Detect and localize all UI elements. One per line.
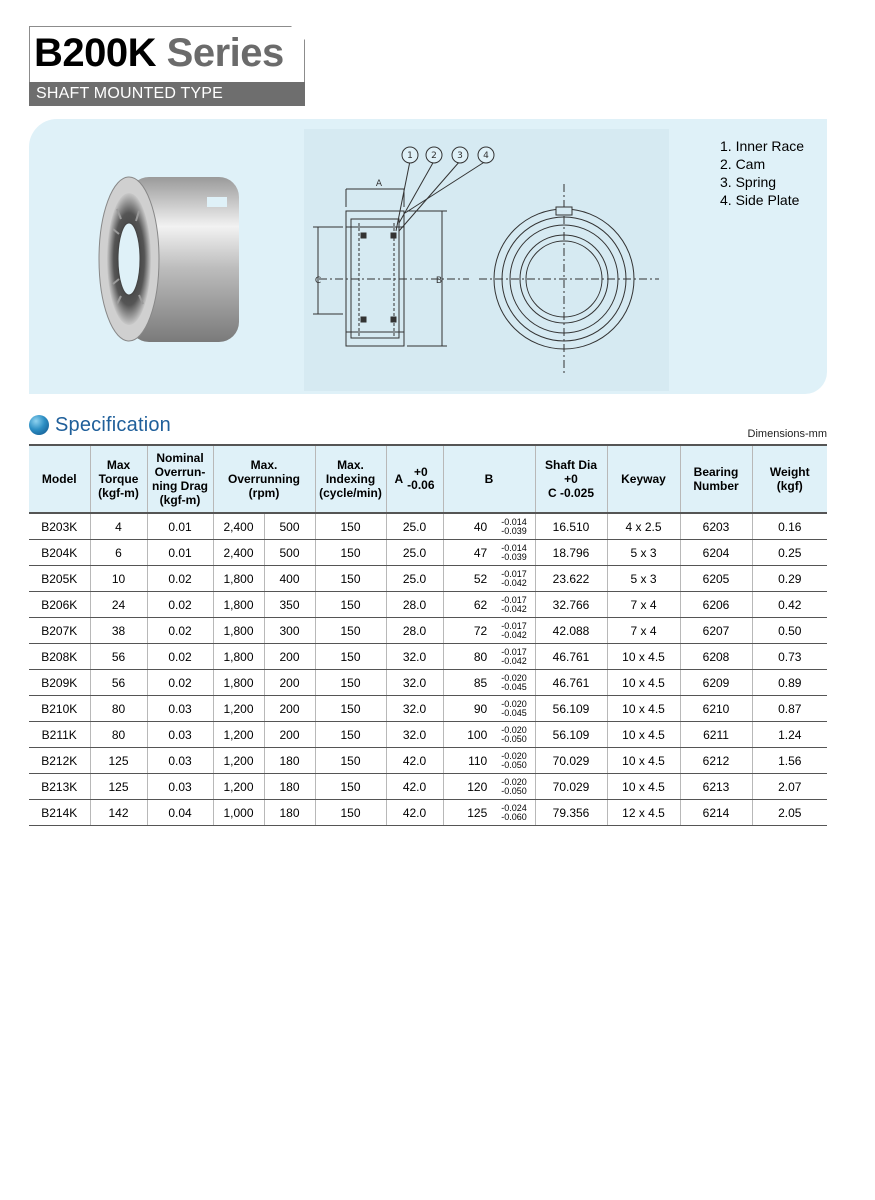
cell-dim-b [443,566,535,592]
cell-dim-a: 42.0 [386,800,443,826]
cell-max-indexing: 150 [315,540,386,566]
tolerance-lower: -0.042 [501,577,527,588]
cell-bearing-number: 6211 [680,722,752,748]
table-row [29,513,827,540]
cell-dim-b-value: 72 [473,623,488,638]
cell-dim-b-tolerance [501,726,527,744]
header-bearing-number: Bearing Number [680,445,752,513]
callout-4: 4 [483,151,489,161]
cell-bearing-number: 6210 [680,696,752,722]
tolerance-upper: -0.017 [501,568,527,579]
cell-keyway: 4 x 2.5 [607,513,680,540]
cell-keyway: 5 x 3 [607,540,680,566]
table-row [29,774,827,800]
cell-dim-a: 25.0 [386,540,443,566]
cell-dim-a: 25.0 [386,513,443,540]
cell-dim-b [443,696,535,722]
cell-weight: 2.05 [752,800,827,826]
cell-model: B214K [29,800,90,826]
cell-bearing-number: 6203 [680,513,752,540]
cell-shaft-dia: 56.109 [535,722,607,748]
cell-dim-b [443,540,535,566]
cell-dim-a: 42.0 [386,774,443,800]
cell-max-torque: 56 [90,644,147,670]
cell-dim-b-tolerance [501,778,527,796]
cell-nominal-drag: 0.01 [147,540,213,566]
cell-dim-b-value: 90 [473,701,488,716]
tolerance-lower: -0.039 [501,551,527,562]
cell-weight: 0.29 [752,566,827,592]
cell-weight: 0.16 [752,513,827,540]
cell-max-indexing: 150 [315,774,386,800]
callout-3: 3 [457,151,463,161]
cell-overrunning-rpm-1: 1,800 [213,618,264,644]
cell-nominal-drag: 0.02 [147,644,213,670]
cell-dim-b [443,513,535,540]
cell-weight: 1.56 [752,748,827,774]
cell-nominal-drag: 0.03 [147,748,213,774]
legend-item-side-plate: 4. Side Plate [720,192,800,208]
cell-shaft-dia: 42.088 [535,618,607,644]
tolerance-lower: -0.045 [501,707,527,718]
cell-keyway: 10 x 4.5 [607,644,680,670]
cell-shaft-dia: 32.766 [535,592,607,618]
cell-bearing-number: 6206 [680,592,752,618]
cell-dim-b-value: 40 [473,519,488,534]
header-weight: Weight (kgf) [752,445,827,513]
cell-shaft-dia: 79.356 [535,800,607,826]
legend-item-cam: 2. Cam [720,156,766,172]
cell-max-indexing: 150 [315,592,386,618]
header-max-indexing: Max. Indexing (cycle/min) [315,445,386,513]
cell-keyway: 10 x 4.5 [607,670,680,696]
cell-dim-b [443,800,535,826]
cell-overrunning-rpm-1: 1,200 [213,748,264,774]
cell-keyway: 10 x 4.5 [607,774,680,800]
cell-overrunning-rpm-1: 1,800 [213,566,264,592]
cell-shaft-dia: 70.029 [535,748,607,774]
cell-max-torque: 80 [90,722,147,748]
dimension-c-label: C [314,276,322,286]
cell-bearing-number: 6212 [680,748,752,774]
cell-dim-b-value: 85 [473,675,488,690]
cell-model: B213K [29,774,90,800]
cell-dim-b-tolerance [501,700,527,718]
cell-dim-b-value: 110 [468,753,488,768]
cell-weight: 0.87 [752,696,827,722]
tolerance-lower: -0.042 [501,655,527,666]
cell-dim-b-tolerance [501,804,527,822]
cell-dim-a: 32.0 [386,722,443,748]
table-row [29,644,827,670]
cell-shaft-dia: 56.109 [535,696,607,722]
cell-shaft-dia: 23.622 [535,566,607,592]
specification-table [29,444,827,826]
tolerance-upper: -0.020 [501,776,527,787]
cell-dim-a: 28.0 [386,592,443,618]
tolerance-upper: -0.024 [501,802,527,813]
series-word: Series [166,31,284,75]
cell-dim-b-tolerance [501,648,527,666]
cell-keyway: 10 x 4.5 [607,696,680,722]
cell-dim-a: 42.0 [386,748,443,774]
cell-dim-b-tolerance [501,674,527,692]
table-row [29,592,827,618]
cell-shaft-dia: 46.761 [535,644,607,670]
cell-max-indexing: 150 [315,513,386,540]
illustration-panel [29,119,827,394]
cell-dim-b-tolerance [501,622,527,640]
cell-weight: 0.50 [752,618,827,644]
cell-dim-b-tolerance [501,596,527,614]
header-keyway: Keyway [607,445,680,513]
cell-overrunning-rpm-2: 500 [264,540,315,566]
cell-overrunning-rpm-1: 1,800 [213,592,264,618]
table-body [29,513,827,826]
cell-weight: 0.73 [752,644,827,670]
cell-dim-b [443,618,535,644]
tolerance-lower: -0.050 [501,785,527,796]
cell-weight: 2.07 [752,774,827,800]
cell-dim-b-tolerance [501,544,527,562]
table-row [29,670,827,696]
tolerance-upper: -0.020 [501,750,527,761]
cell-overrunning-rpm-1: 1,000 [213,800,264,826]
cell-overrunning-rpm-2: 500 [264,513,315,540]
cell-overrunning-rpm-1: 2,400 [213,540,264,566]
cell-nominal-drag: 0.04 [147,800,213,826]
cell-nominal-drag: 0.01 [147,513,213,540]
cell-max-torque: 10 [90,566,147,592]
table-row [29,722,827,748]
legend-item-inner-race: 1. Inner Race [720,138,805,154]
tolerance-lower: -0.042 [501,629,527,640]
bearing-photo [99,177,239,342]
cell-nominal-drag: 0.03 [147,774,213,800]
cell-overrunning-rpm-1: 1,800 [213,644,264,670]
tolerance-upper: -0.020 [501,698,527,709]
cell-keyway: 12 x 4.5 [607,800,680,826]
parts-legend [720,137,804,209]
dimension-b-label: B [435,276,443,286]
cell-model: B207K [29,618,90,644]
cell-keyway: 10 x 4.5 [607,748,680,774]
cell-dim-b-value: 125 [467,805,488,820]
cell-overrunning-rpm-2: 180 [264,748,315,774]
cell-dim-b-value: 52 [473,571,488,586]
cell-max-torque: 56 [90,670,147,696]
tolerance-upper: -0.017 [501,594,527,605]
cell-model: B206K [29,592,90,618]
tolerance-upper: -0.014 [501,542,527,553]
cell-overrunning-rpm-1: 1,200 [213,722,264,748]
cell-dim-b [443,592,535,618]
bearing-illustration [29,119,827,394]
cell-overrunning-rpm-2: 180 [264,774,315,800]
tolerance-lower: -0.050 [501,733,527,744]
cell-dim-a: 32.0 [386,670,443,696]
spec-heading [29,413,171,437]
cell-shaft-dia: 18.796 [535,540,607,566]
cell-dim-b [443,722,535,748]
table-row [29,696,827,722]
cell-bearing-number: 6204 [680,540,752,566]
model-prefix: B200K [34,31,157,75]
cell-dim-a: 32.0 [386,696,443,722]
cell-bearing-number: 6209 [680,670,752,696]
cell-max-indexing: 150 [315,800,386,826]
dimensions-unit-note: Dimensions-mm [747,428,827,440]
cell-overrunning-rpm-1: 1,200 [213,696,264,722]
cell-bearing-number: 6205 [680,566,752,592]
header-shaft-dia: Shaft Dia +0 C -0.025 [535,445,607,513]
cell-max-torque: 4 [90,513,147,540]
cell-weight: 0.25 [752,540,827,566]
cell-dim-b [443,774,535,800]
cell-overrunning-rpm-2: 200 [264,670,315,696]
page-title [34,30,284,76]
cell-weight: 0.89 [752,670,827,696]
table-row [29,566,827,592]
cell-model: B211K [29,722,90,748]
cell-model: B209K [29,670,90,696]
tolerance-upper: -0.017 [501,620,527,631]
cell-nominal-drag: 0.02 [147,566,213,592]
cell-dim-b-tolerance [501,570,527,588]
header-model: Model [29,445,90,513]
tolerance-lower: -0.039 [501,525,527,536]
cell-max-torque: 80 [90,696,147,722]
header-max-torque: Max Torque (kgf-m) [90,445,147,513]
cell-max-indexing: 150 [315,696,386,722]
table-row [29,618,827,644]
cell-nominal-drag: 0.02 [147,618,213,644]
cell-keyway: 10 x 4.5 [607,722,680,748]
cell-keyway: 7 x 4 [607,592,680,618]
cell-overrunning-rpm-2: 350 [264,592,315,618]
callout-1: 1 [407,151,413,161]
cell-max-torque: 125 [90,774,147,800]
cell-overrunning-rpm-2: 180 [264,800,315,826]
header-a: A +0 -0.06 [386,445,443,513]
cell-overrunning-rpm-2: 200 [264,696,315,722]
tolerance-lower: -0.045 [501,681,527,692]
cell-nominal-drag: 0.02 [147,592,213,618]
cell-dim-a: 28.0 [386,618,443,644]
cell-bearing-number: 6214 [680,800,752,826]
cell-dim-b-value: 100 [467,727,488,742]
header-max-overrunning: Max. Overrunning (rpm) [213,445,315,513]
cell-model: B208K [29,644,90,670]
header-nominal-drag: Nominal Overrun- ning Drag (kgf-m) [147,445,213,513]
cell-model: B204K [29,540,90,566]
cell-overrunning-rpm-1: 1,200 [213,774,264,800]
tolerance-upper: -0.020 [501,672,527,683]
cell-bearing-number: 6208 [680,644,752,670]
cell-max-indexing: 150 [315,670,386,696]
cell-max-indexing: 150 [315,722,386,748]
cell-max-indexing: 150 [315,566,386,592]
cell-max-torque: 24 [90,592,147,618]
tolerance-lower: -0.060 [501,811,527,822]
cell-model: B212K [29,748,90,774]
tolerance-upper: -0.014 [501,516,527,527]
cell-dim-a: 25.0 [386,566,443,592]
cell-dim-b [443,644,535,670]
cell-max-torque: 38 [90,618,147,644]
legend-item-spring: 3. Spring [720,174,777,190]
callout-2: 2 [431,151,437,161]
cell-keyway: 5 x 3 [607,566,680,592]
cell-nominal-drag: 0.02 [147,670,213,696]
cell-overrunning-rpm-2: 300 [264,618,315,644]
tolerance-lower: -0.042 [501,603,527,614]
cell-dim-b [443,748,535,774]
cell-model: B205K [29,566,90,592]
cell-model: B203K [29,513,90,540]
cell-dim-b [443,670,535,696]
cell-dim-b-tolerance [501,518,527,536]
cell-dim-b-tolerance [501,752,527,770]
cell-keyway: 7 x 4 [607,618,680,644]
cell-max-indexing: 150 [315,644,386,670]
cell-nominal-drag: 0.03 [147,696,213,722]
table-header-row [29,445,827,513]
cell-max-indexing: 150 [315,618,386,644]
cell-dim-b-value: 120 [467,779,488,794]
header-b: B [443,445,535,513]
cell-max-torque: 125 [90,748,147,774]
cell-shaft-dia: 16.510 [535,513,607,540]
dimension-a-label: A [375,179,383,189]
bullet-sphere-icon [29,415,49,435]
cell-weight: 1.24 [752,722,827,748]
cell-overrunning-rpm-2: 200 [264,644,315,670]
table-row [29,748,827,774]
cell-overrunning-rpm-2: 400 [264,566,315,592]
cell-overrunning-rpm-2: 200 [264,722,315,748]
table-row [29,540,827,566]
cell-nominal-drag: 0.03 [147,722,213,748]
tolerance-upper: -0.020 [501,724,527,735]
cell-model: B210K [29,696,90,722]
cell-max-torque: 6 [90,540,147,566]
cell-weight: 0.42 [752,592,827,618]
cell-max-indexing: 150 [315,748,386,774]
cell-max-torque: 142 [90,800,147,826]
cell-shaft-dia: 46.761 [535,670,607,696]
table-row [29,800,827,826]
tolerance-upper: -0.017 [501,646,527,657]
cell-bearing-number: 6207 [680,618,752,644]
cell-overrunning-rpm-1: 2,400 [213,513,264,540]
cell-shaft-dia: 70.029 [535,774,607,800]
tolerance-lower: -0.050 [501,759,527,770]
cell-bearing-number: 6213 [680,774,752,800]
page-subtitle: SHAFT MOUNTED TYPE [29,82,305,106]
spec-title: Specification [55,413,171,436]
cell-dim-b-value: 62 [473,597,488,612]
cell-overrunning-rpm-1: 1,800 [213,670,264,696]
cell-dim-a: 32.0 [386,644,443,670]
cell-dim-b-value: 47 [473,545,488,560]
cell-dim-b-value: 80 [473,649,488,664]
